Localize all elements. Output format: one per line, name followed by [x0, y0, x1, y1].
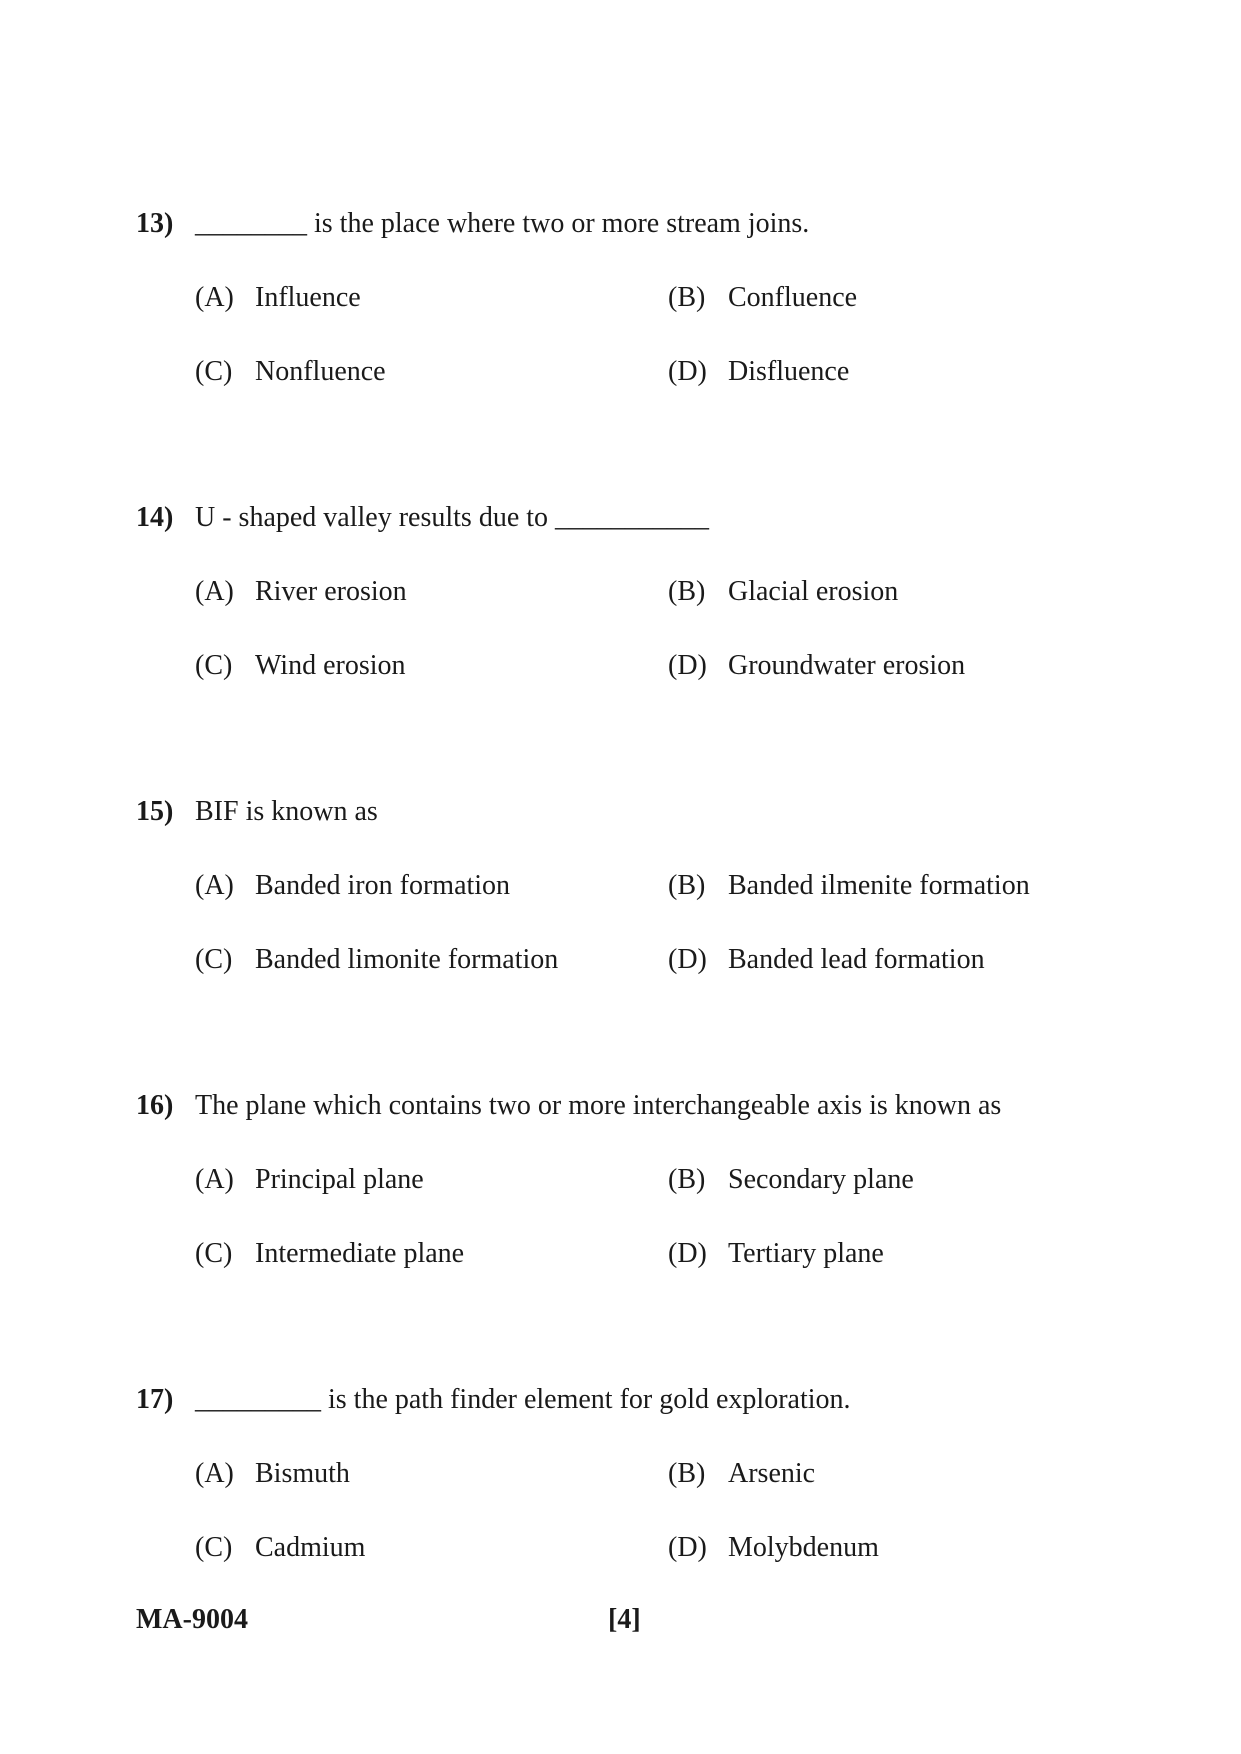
question-16: [136, 1086, 1116, 1274]
options-row: [136, 572, 1116, 612]
options-row: [136, 278, 1116, 318]
page-number: [4]: [608, 1604, 641, 1635]
question-number: 13): [136, 208, 174, 239]
question-14: [136, 498, 1116, 686]
option-d: [668, 646, 965, 686]
option-a: [195, 572, 407, 612]
question-stem: [136, 1380, 1116, 1420]
option-letter: (A): [195, 1164, 234, 1195]
option-text: Wind erosion: [255, 650, 406, 681]
question-text: ________ is the place where two or more stream joins.: [195, 208, 810, 239]
option-d: [668, 1528, 879, 1568]
question-text: U - shaped valley results due to ___________: [195, 502, 710, 533]
option-text: Cadmium: [255, 1532, 366, 1563]
option-text: Intermediate plane: [255, 1238, 465, 1269]
option-a: [195, 1160, 424, 1200]
options-row: [136, 646, 1116, 686]
option-text: Bismuth: [255, 1458, 350, 1489]
option-d: [668, 352, 849, 392]
question-number: 14): [136, 502, 174, 533]
option-text: Banded limonite formation: [255, 944, 559, 975]
option-letter: (B): [668, 1458, 706, 1489]
option-c: [195, 646, 406, 686]
option-b: [668, 1160, 914, 1200]
option-text: Molybdenum: [728, 1532, 879, 1563]
option-text: Influence: [255, 282, 361, 313]
option-letter: (A): [195, 282, 234, 313]
option-c: [195, 940, 558, 980]
option-letter: (B): [668, 282, 706, 313]
option-letter: (A): [195, 870, 234, 901]
question-17: [136, 1380, 1116, 1568]
question-text: The plane which contains two or more interchangeable axis is known as: [195, 1090, 1002, 1121]
option-letter: (C): [195, 944, 233, 975]
option-letter: (D): [668, 356, 707, 387]
option-d: [668, 940, 985, 980]
option-letter: (C): [195, 650, 233, 681]
option-text: Principal plane: [255, 1164, 424, 1195]
option-b: [668, 866, 1030, 906]
question-stem: [136, 498, 1116, 538]
option-c: [195, 1528, 365, 1568]
options-row: [136, 1160, 1116, 1200]
options-row: [136, 1454, 1116, 1494]
question-text: _________ is the path finder element for gold exploration.: [195, 1384, 851, 1415]
option-letter: (B): [668, 870, 706, 901]
option-text: Banded lead formation: [728, 944, 985, 975]
question-number: 15): [136, 796, 174, 827]
option-text: Tertiary plane: [728, 1238, 884, 1269]
option-text: Secondary plane: [728, 1164, 914, 1195]
question-text: BIF is known as: [195, 796, 378, 827]
option-text: Glacial erosion: [728, 576, 899, 607]
paper-code: MA-9004: [136, 1604, 248, 1635]
option-letter: (C): [195, 1238, 233, 1269]
option-text: River erosion: [255, 576, 407, 607]
option-text: Groundwater erosion: [728, 650, 966, 681]
option-letter: (D): [668, 944, 707, 975]
option-a: [195, 1454, 350, 1494]
option-letter: (D): [668, 1532, 707, 1563]
option-text: Banded ilmenite formation: [728, 870, 1030, 901]
option-text: Arsenic: [728, 1458, 816, 1489]
option-letter: (A): [195, 1458, 234, 1489]
option-text: Confluence: [728, 282, 858, 313]
option-d: [668, 1234, 884, 1274]
option-a: [195, 278, 361, 318]
option-letter: (B): [668, 576, 706, 607]
question-13: [136, 204, 1116, 392]
option-b: [668, 572, 898, 612]
option-c: [195, 352, 386, 392]
options-row: [136, 1234, 1116, 1274]
option-b: [668, 278, 857, 318]
option-a: [195, 866, 510, 906]
option-letter: (B): [668, 1164, 706, 1195]
option-c: [195, 1234, 464, 1274]
question-15: [136, 792, 1116, 980]
option-text: Nonfluence: [255, 356, 386, 387]
option-letter: (C): [195, 356, 233, 387]
option-letter: (D): [668, 650, 707, 681]
option-text: Disfluence: [728, 356, 850, 387]
option-letter: (A): [195, 576, 234, 607]
question-stem: [136, 792, 1116, 832]
option-letter: (C): [195, 1532, 233, 1563]
options-row: [136, 940, 1116, 980]
option-text: Banded iron formation: [255, 870, 511, 901]
question-stem: [136, 1086, 1116, 1126]
question-number: 17): [136, 1384, 174, 1415]
options-row: [136, 1528, 1116, 1568]
options-row: [136, 352, 1116, 392]
question-number: 16): [136, 1090, 174, 1121]
option-letter: (D): [668, 1238, 707, 1269]
options-row: [136, 866, 1116, 906]
question-stem: [136, 204, 1116, 244]
option-b: [668, 1454, 815, 1494]
